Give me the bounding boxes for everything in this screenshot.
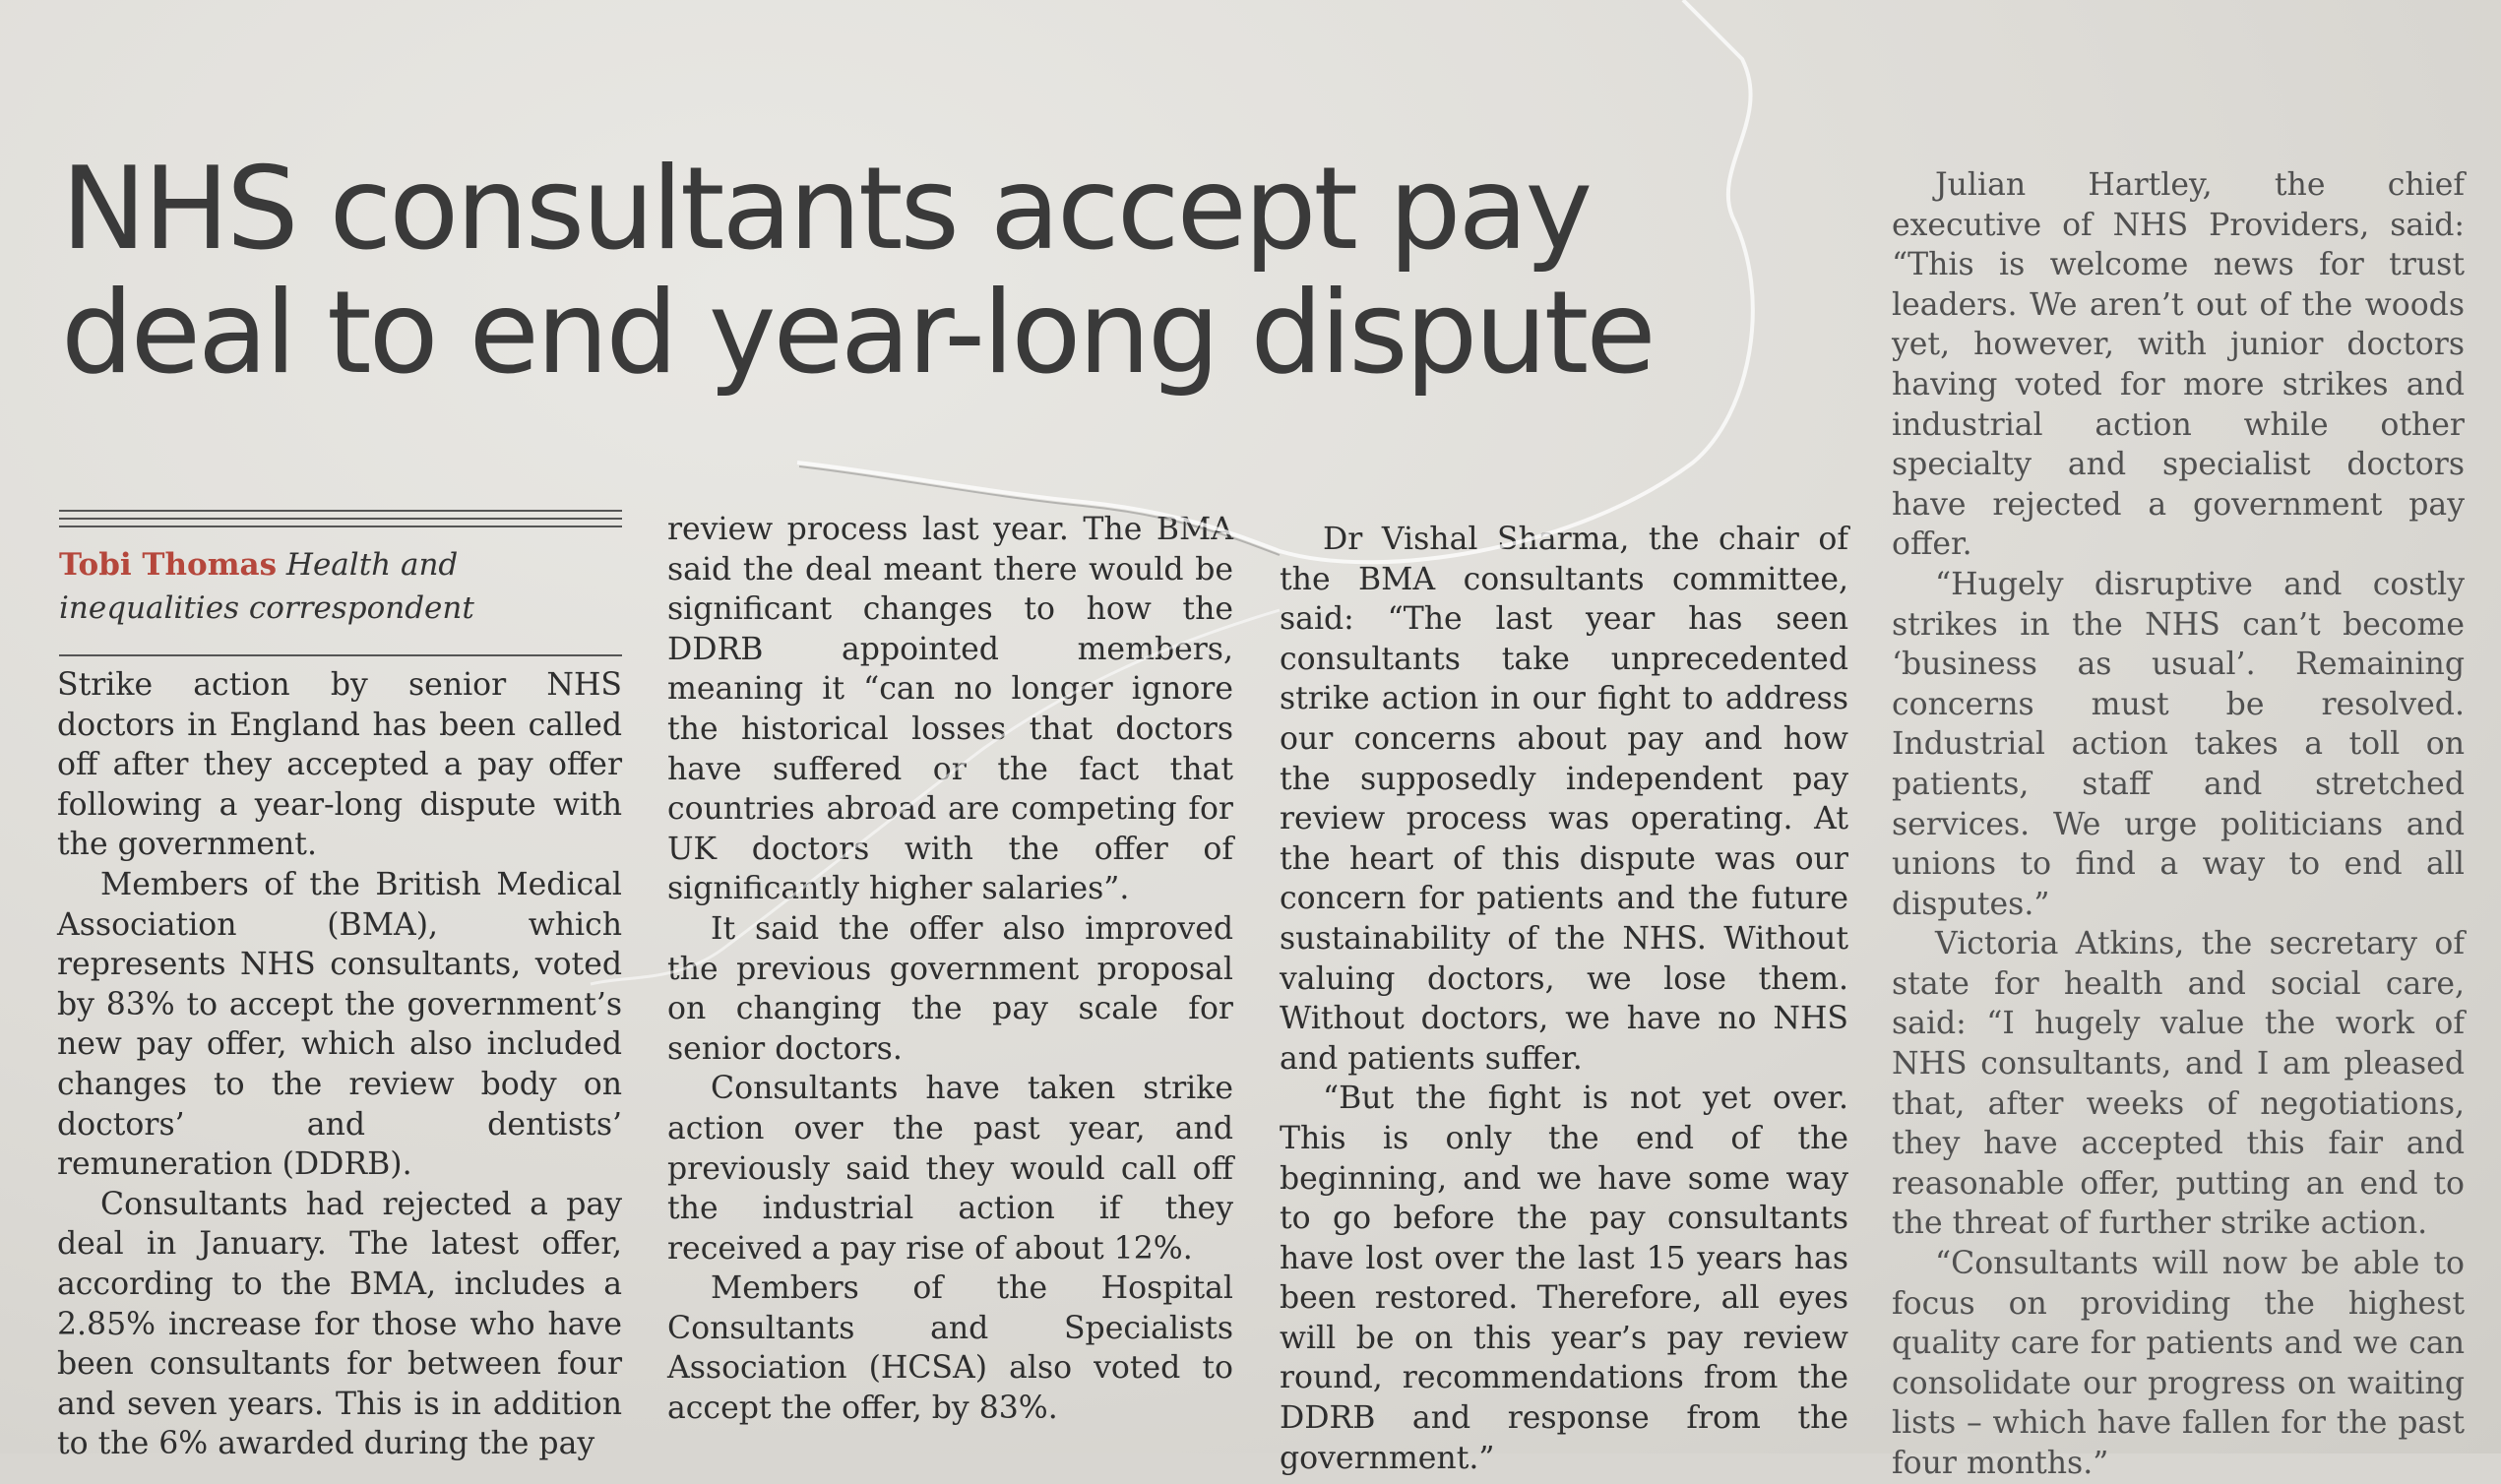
paragraph: Victoria Atkins, the secretary of state for health and social care, said: “I hugely value the work of NHS consultants, and I am pleased that, after weeks of negotiations, they have accepted this fair and reasonable offer, putting an end to the threat of further strike action. [1892, 926, 2465, 1242]
article-column-3 [1280, 520, 1848, 1478]
paragraph: “Consultants will now be able to focus on providing the highest quality care for patients and we can consolidate our progress on waiting lists – which have fallen for the past four months.” [1892, 1246, 2465, 1481]
paragraph: It said the offer also improved the previous government proposal on changing the pay scale for senior doctors. [667, 910, 1233, 1067]
paragraph: Members of the British Medical Association (BMA), which represents NHS consultants, voted by 83% to accept the government’s new pay offer, which also included changes to the review body on doctors’ and dentists’ remuneration (DDRB). [57, 866, 622, 1183]
paragraph: Julian Hartley, the chief executive of NHS Providers, said: “This is welcome news for trust leaders. We aren’t out of the woods yet, however, with junior doctors having voted for more strikes and industrial action while other specialty and specialist doctors have rejected a government pay offer. [1892, 167, 2465, 563]
article-column-2 [667, 510, 1233, 1429]
article-headline: NHS consultants accept pay deal to end year-long dispute [61, 143, 1654, 400]
article-column-4 [1892, 165, 2465, 1484]
paragraph: “Hugely disruptive and costly strikes in the NHS can’t become ‘business as usual’. Remaining concerns must be resolved. Industrial action takes a toll on patients, staff and stretched services. We urge politicians and unions to find a way to end all disputes.” [1892, 566, 2465, 922]
byline-divider [59, 654, 622, 656]
paragraph: Strike action by senior NHS doctors in England has been called off after they accepted a pay offer following a year-long dispute with the government. [57, 667, 622, 863]
byline-decorative-rules [59, 510, 622, 533]
paragraph: Members of the Hospital Consultants and Specialists Association (HCSA) also voted to accept the offer, by 83%. [667, 1270, 1233, 1427]
paragraph: review process last year. The BMA said the deal meant there would be significant changes to how the DDRB appointed members, meaning it “can no longer ignore the historical losses that doctors have suffered or the fact that countries abroad are competing for UK doctors with the offer of significantly higher salaries”. [667, 512, 1233, 907]
byline [59, 543, 630, 630]
paragraph: Consultants had rejected a pay deal in January. The latest offer, according to the BMA, includes a 2.85% increase for those who have been consultants for between four and seven years. This is in addition to the 6% awarded during the pay [57, 1186, 622, 1462]
author-name: Tobi Thomas [59, 547, 278, 583]
paragraph: Consultants have taken strike action over the past year, and previously said they would call off the industrial action if they received a pay rise of about 12%. [667, 1071, 1233, 1267]
article-column-1 [57, 665, 622, 1464]
paragraph: Dr Vishal Sharma, the chair of the BMA consultants committee, said: “The last year has seen consultants take unprecedented strike action in our fight to address our concerns about pay and how the supposedly independent pay review process was operating. At the heart of this dispute was our concern for patients and the future sustainability of the NHS. Without valuing doctors, we lose them. Without doctors, we have no NHS and patients suffer. [1280, 522, 1848, 1077]
author-role: Health and inequalities correspondent [59, 547, 474, 626]
paragraph: “But the fight is not yet over. This is only the end of the beginning, and we have some way to go before the pay consultants have lost over the last 15 years has been restored. Therefore, all eyes will be on this year’s pay review round, recommendations from the DDRB and response from the government.” [1280, 1081, 1848, 1476]
